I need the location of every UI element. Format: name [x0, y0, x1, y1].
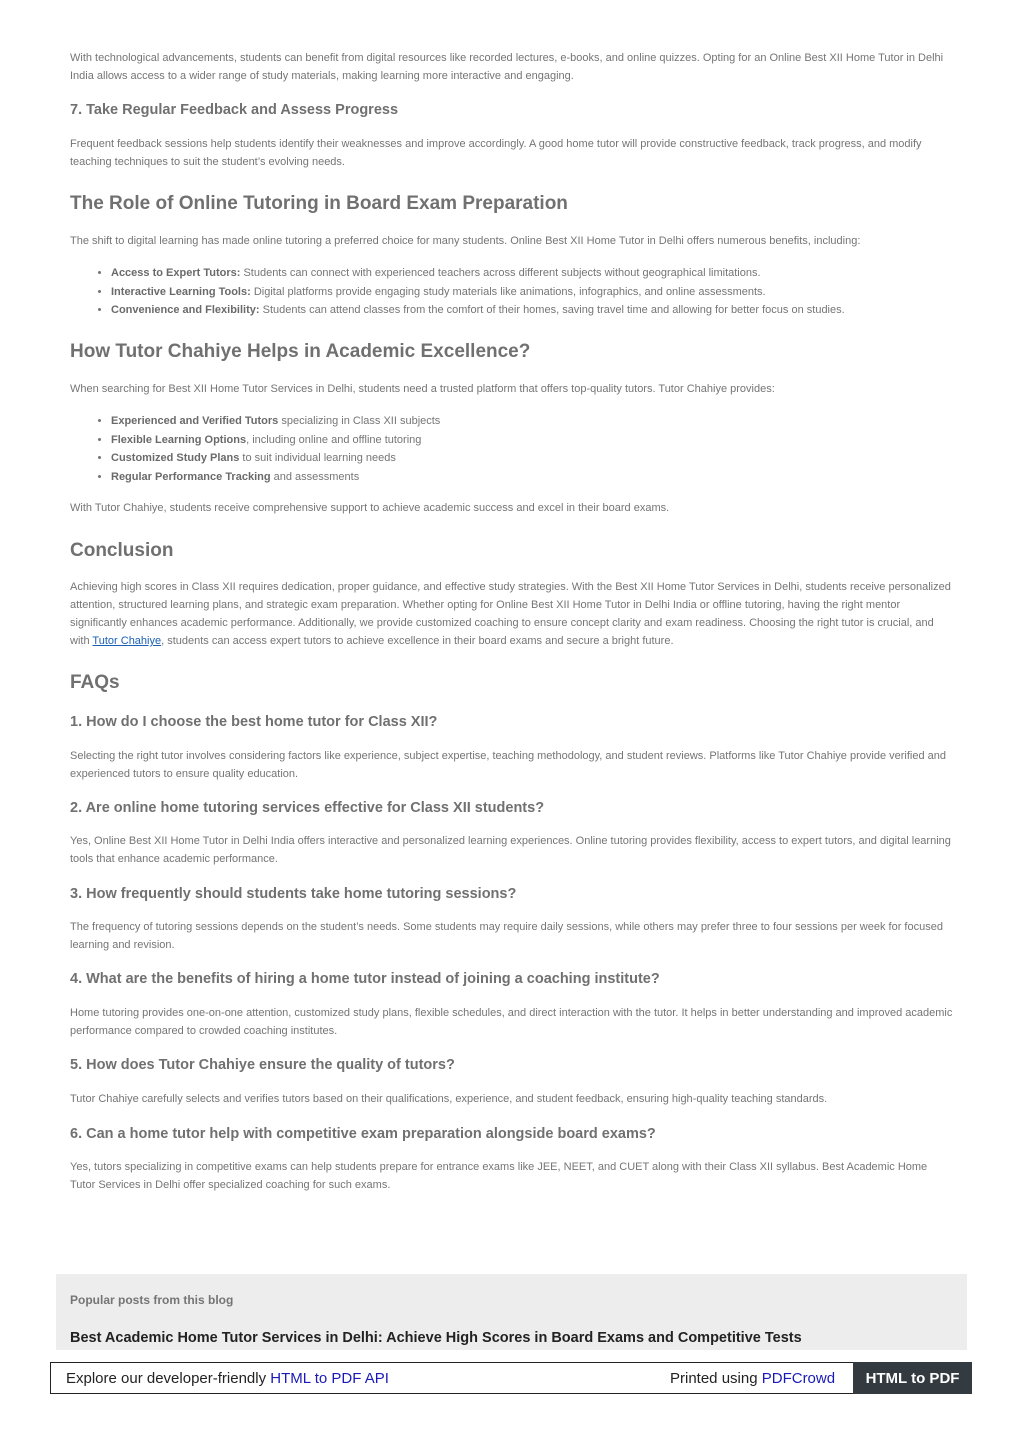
list-item	[111, 431, 954, 450]
conclusion-text-after: , students can access expert tutors to achieve excellence in their board exams and secure a bright future.	[161, 635, 674, 647]
popular-posts-label: Popular posts from this blog	[70, 1293, 234, 1307]
popular-posts-panel	[56, 1274, 967, 1350]
faq-item	[70, 969, 954, 989]
conclusion-paragraph	[70, 578, 954, 650]
intro-section	[70, 49, 954, 85]
faq-item	[70, 1055, 954, 1075]
list-item	[111, 468, 954, 487]
online-section	[70, 192, 954, 216]
faq-item	[70, 712, 954, 732]
footer-left	[66, 1370, 389, 1387]
list-item	[111, 449, 954, 468]
faq-answer-wrap	[70, 1158, 954, 1194]
online-list-wrap	[70, 264, 954, 320]
faq-answer: Home tutoring provides one-on-one attention, customized study plans, flexible schedules, and direct interaction with the tutor. It helps in better understanding and improved academic performance compared to crowded coaching institutes.	[70, 1007, 953, 1037]
faq-question: 2. Are online home tutoring services effective for Class XII students?	[70, 800, 545, 816]
conclusion-heading: Conclusion	[70, 540, 174, 561]
list-item-text: , including online and offline tutoring	[246, 433, 422, 446]
list-item	[111, 283, 954, 302]
list-item-text: Students can connect with experienced teachers across different subjects without geographical limitations.	[240, 267, 761, 279]
list-item-bold: Interactive Learning Tools:	[111, 285, 251, 298]
pdfcrowd-footer	[50, 1362, 972, 1394]
tutor-chahiye-link[interactable]: Tutor Chahiye	[92, 635, 162, 647]
feedback-heading: 7. Take Regular Feedback and Assess Progress	[70, 102, 399, 118]
list-item-bold: Customized Study Plans	[111, 452, 240, 464]
list-item-text: to suit individual learning needs	[239, 452, 396, 464]
online-benefits-list	[70, 264, 954, 320]
faq-answer: The frequency of tutoring sessions depends on the student’s needs. Some students may require daily sessions, while others may prefer three to four sessions per week for focused learning and revision.	[70, 921, 943, 951]
faq-question: 1. How do I choose the best home tutor for Class XII?	[70, 714, 438, 730]
list-item-bold: Flexible Learning Options	[111, 433, 247, 446]
helps-paragraph: When searching for Best XII Home Tutor Services in Delhi, students need a trusted platform that offers top-quality tutors. Tutor Chahiye provides:	[70, 383, 775, 395]
helps-list	[70, 412, 954, 486]
list-item-text: Digital platforms provide engaging study materials like animations, infographics, and online assessments.	[250, 285, 766, 298]
faq-answer: Yes, tutors specializing in competitive exams can help students prepare for entrance exams like JEE, NEET, and CUET along with their Class XII syllabus. Best Academic Home Tutor Services in Delhi offer specialized coaching for such exams.	[70, 1161, 928, 1191]
popular-post-title[interactable]: Best Academic Home Tutor Services in Delhi: Achieve High Scores in Board Exams and Competitive Tests	[70, 1330, 802, 1346]
conclusion-section	[70, 539, 954, 563]
footer-right	[670, 1370, 835, 1387]
helps-section	[70, 340, 954, 364]
faq-item	[70, 1124, 954, 1144]
faq-answer-wrap	[70, 1004, 954, 1040]
faq-answer: Selecting the right tutor involves considering factors like experience, subject expertise, teaching methodology, and student reviews. Platforms like Tutor Chahiye provide verified and experienced tutors to ensure quality education.	[70, 750, 946, 780]
feedback-paragraph: Frequent feedback sessions help students identify their weaknesses and improve accordingly. A good home tutor will provide constructive feedback, track progress, and modify teaching techniques to suit the student’s evolving needs.	[70, 138, 922, 168]
list-item	[111, 301, 954, 320]
faq-answer-wrap	[70, 747, 954, 783]
online-body	[70, 232, 954, 250]
faq-question: 5. How does Tutor Chahiye ensure the quality of tutors?	[70, 1057, 455, 1073]
feedback-section	[70, 100, 954, 120]
list-item	[111, 264, 954, 283]
footer-left-text: Explore our developer-friendly	[66, 1370, 271, 1387]
list-item-bold: Convenience and Flexibility:	[111, 304, 260, 316]
conclusion-text-before: Achieving high scores in Class XII requires dedication, proper guidance, and effective study strategies. With the Best XII Home Tutor Services in Delhi, students receive personalized attention, structured learning plans, and strategic exam preparation. Whether opting for Online Best XII Home Tutor in Delhi India or offline tutoring, having the right mentor significantly enhances academic performance. Additionally, we provide customized coaching to ensure concept clarity and exam readiness. Choosing the right tutor is crucial, and with	[70, 581, 951, 647]
helps-body	[70, 380, 954, 398]
faq-answer-wrap	[70, 832, 954, 868]
html-to-pdf-badge[interactable]: HTML to PDF	[853, 1362, 972, 1394]
faq-item	[70, 884, 954, 904]
faq-answer-wrap	[70, 1090, 954, 1108]
faq-answer: Tutor Chahiye carefully selects and verifies tutors based on their qualifications, experience, and student feedback, ensuring high-quality teaching standards.	[70, 1093, 828, 1105]
faq-question: 3. How frequently should students take home tutoring sessions?	[70, 886, 517, 902]
list-item-text: Students can attend classes from the comfort of their homes, saving travel time and allowing for better focus on studies.	[259, 304, 845, 316]
helps-paragraph-2: With Tutor Chahiye, students receive comprehensive support to achieve academic success and excel in their board exams.	[70, 502, 670, 514]
helps-body-2	[70, 499, 954, 517]
helps-heading: How Tutor Chahiye Helps in Academic Excellence?	[70, 341, 531, 362]
list-item-bold: Access to Expert Tutors:	[111, 267, 241, 279]
html-to-pdf-api-link[interactable]: HTML to PDF API	[270, 1370, 389, 1387]
helps-list-wrap	[70, 412, 954, 486]
faq-item	[70, 798, 954, 818]
list-item-bold: Regular Performance Tracking	[111, 470, 271, 483]
list-item-text: and assessments	[270, 470, 360, 483]
feedback-body	[70, 135, 954, 171]
faq-answer: Yes, Online Best XII Home Tutor in Delhi India offers interactive and personalized learning experiences. Online tutoring provides flexibility, access to expert tutors, and digital learning tools that enhance academic performance.	[70, 835, 951, 865]
intro-paragraph: With technological advancements, students can benefit from digital resources like recorded lectures, e-books, and online quizzes. Opting for an Online Best XII Home Tutor in Delhi India allows access to a wider range of study materials, making learning more interactive and engaging.	[70, 52, 944, 82]
faq-answer-wrap	[70, 918, 954, 954]
faq-question: 6. Can a home tutor help with competitive exam preparation alongside board exams?	[70, 1126, 656, 1142]
list-item	[111, 412, 954, 431]
faqs-heading: FAQs	[70, 672, 120, 693]
online-paragraph: The shift to digital learning has made online tutoring a preferred choice for many students. Online Best XII Home Tutor in Delhi offers numerous benefits, including:	[70, 235, 861, 247]
faq-question: 4. What are the benefits of hiring a home tutor instead of joining a coaching institute?	[70, 971, 660, 987]
footer-right-text: Printed using	[670, 1370, 762, 1387]
list-item-text: specializing in Class XII subjects	[278, 415, 441, 427]
pdfcrowd-link[interactable]: PDFCrowd	[761, 1370, 836, 1387]
online-heading: The Role of Online Tutoring in Board Exam Preparation	[70, 193, 568, 214]
conclusion-body	[70, 578, 954, 650]
list-item-bold: Experienced and Verified Tutors	[111, 415, 279, 427]
faqs-section	[70, 671, 954, 695]
